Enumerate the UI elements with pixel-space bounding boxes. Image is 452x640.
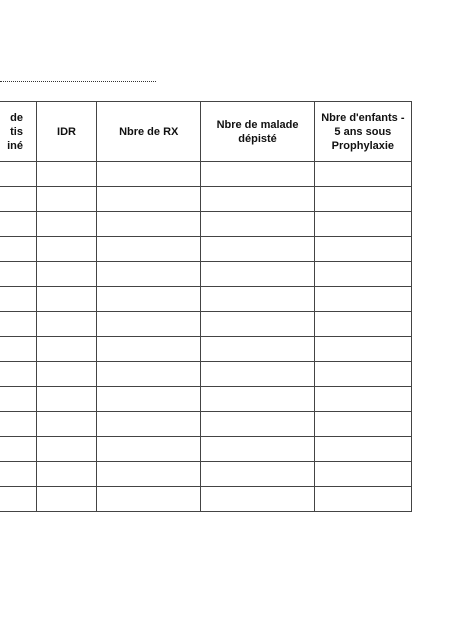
table-row <box>0 312 412 337</box>
table-cell[interactable] <box>0 337 36 362</box>
table-cell[interactable] <box>314 212 411 237</box>
table-cell[interactable] <box>0 412 36 437</box>
table-cell[interactable] <box>36 287 96 312</box>
table-row <box>0 262 412 287</box>
table-row <box>0 337 412 362</box>
table-cell[interactable] <box>36 437 96 462</box>
table-cell[interactable] <box>36 412 96 437</box>
column-header-enfants-prophylaxie: Nbre d'enfants - 5 ans sous Prophylaxie <box>314 102 411 162</box>
table-row <box>0 187 412 212</box>
table-cell[interactable] <box>36 162 96 187</box>
table-cell[interactable] <box>97 262 201 287</box>
column-header-nbre-rx: Nbre de RX <box>97 102 201 162</box>
table-cell[interactable] <box>97 387 201 412</box>
table-cell[interactable] <box>36 362 96 387</box>
table-cell[interactable] <box>201 187 314 212</box>
table-cell[interactable] <box>36 487 96 512</box>
table-cell[interactable] <box>201 437 314 462</box>
table-cell[interactable] <box>97 487 201 512</box>
table-cell[interactable] <box>36 387 96 412</box>
table-cell[interactable] <box>0 387 36 412</box>
table-cell[interactable] <box>314 412 411 437</box>
table-cell[interactable] <box>201 162 314 187</box>
column-header-partial: de tis iné <box>0 102 36 162</box>
table-row <box>0 387 412 412</box>
column-header-idr: IDR <box>36 102 96 162</box>
table-cell[interactable] <box>0 212 36 237</box>
table-row <box>0 462 412 487</box>
table-cell[interactable] <box>97 337 201 362</box>
table-cell[interactable] <box>0 487 36 512</box>
table-cell[interactable] <box>97 287 201 312</box>
table-cell[interactable] <box>0 462 36 487</box>
table-cell[interactable] <box>201 387 314 412</box>
table-cell[interactable] <box>201 362 314 387</box>
table-cell[interactable] <box>36 237 96 262</box>
table-row <box>0 362 412 387</box>
table-cell[interactable] <box>314 387 411 412</box>
table-cell[interactable] <box>314 487 411 512</box>
table-cell[interactable] <box>0 362 36 387</box>
table-cell[interactable] <box>97 212 201 237</box>
signature-dotted-line <box>0 81 156 82</box>
table-cell[interactable] <box>97 437 201 462</box>
table-cell[interactable] <box>201 287 314 312</box>
report-table <box>0 101 412 512</box>
table-cell[interactable] <box>97 237 201 262</box>
table-cell[interactable] <box>201 212 314 237</box>
table-row <box>0 162 412 187</box>
table-row <box>0 412 412 437</box>
table-cell[interactable] <box>36 212 96 237</box>
table-cell[interactable] <box>201 312 314 337</box>
table-cell[interactable] <box>201 262 314 287</box>
column-header-malade-depiste: Nbre de malade dépisté <box>201 102 314 162</box>
table-cell[interactable] <box>314 337 411 362</box>
table-cell[interactable] <box>0 187 36 212</box>
table-cell[interactable] <box>201 462 314 487</box>
table-cell[interactable] <box>36 262 96 287</box>
table-cell[interactable] <box>97 162 201 187</box>
table-row <box>0 212 412 237</box>
table-cell[interactable] <box>0 237 36 262</box>
table-cell[interactable] <box>36 462 96 487</box>
table-cell[interactable] <box>0 287 36 312</box>
table-cell[interactable] <box>314 237 411 262</box>
table-cell[interactable] <box>97 362 201 387</box>
table-cell[interactable] <box>0 162 36 187</box>
table-cell[interactable] <box>0 262 36 287</box>
table-body <box>0 162 412 512</box>
table-cell[interactable] <box>36 337 96 362</box>
table-row <box>0 487 412 512</box>
table-header-row <box>0 102 412 162</box>
table-cell[interactable] <box>314 262 411 287</box>
table-cell[interactable] <box>97 312 201 337</box>
table-cell[interactable] <box>97 412 201 437</box>
table-cell[interactable] <box>201 412 314 437</box>
table-cell[interactable] <box>314 362 411 387</box>
table-cell[interactable] <box>36 312 96 337</box>
table-cell[interactable] <box>201 487 314 512</box>
table-cell[interactable] <box>36 187 96 212</box>
table-cell[interactable] <box>314 287 411 312</box>
table-cell[interactable] <box>97 187 201 212</box>
table-cell[interactable] <box>0 437 36 462</box>
table-row <box>0 287 412 312</box>
table-row <box>0 237 412 262</box>
table-cell[interactable] <box>314 312 411 337</box>
table-cell[interactable] <box>0 312 36 337</box>
table-cell[interactable] <box>314 187 411 212</box>
table-row <box>0 437 412 462</box>
table-cell[interactable] <box>314 162 411 187</box>
table-cell[interactable] <box>201 237 314 262</box>
table-cell[interactable] <box>314 437 411 462</box>
table-cell[interactable] <box>201 337 314 362</box>
table-cell[interactable] <box>314 462 411 487</box>
table-cell[interactable] <box>97 462 201 487</box>
